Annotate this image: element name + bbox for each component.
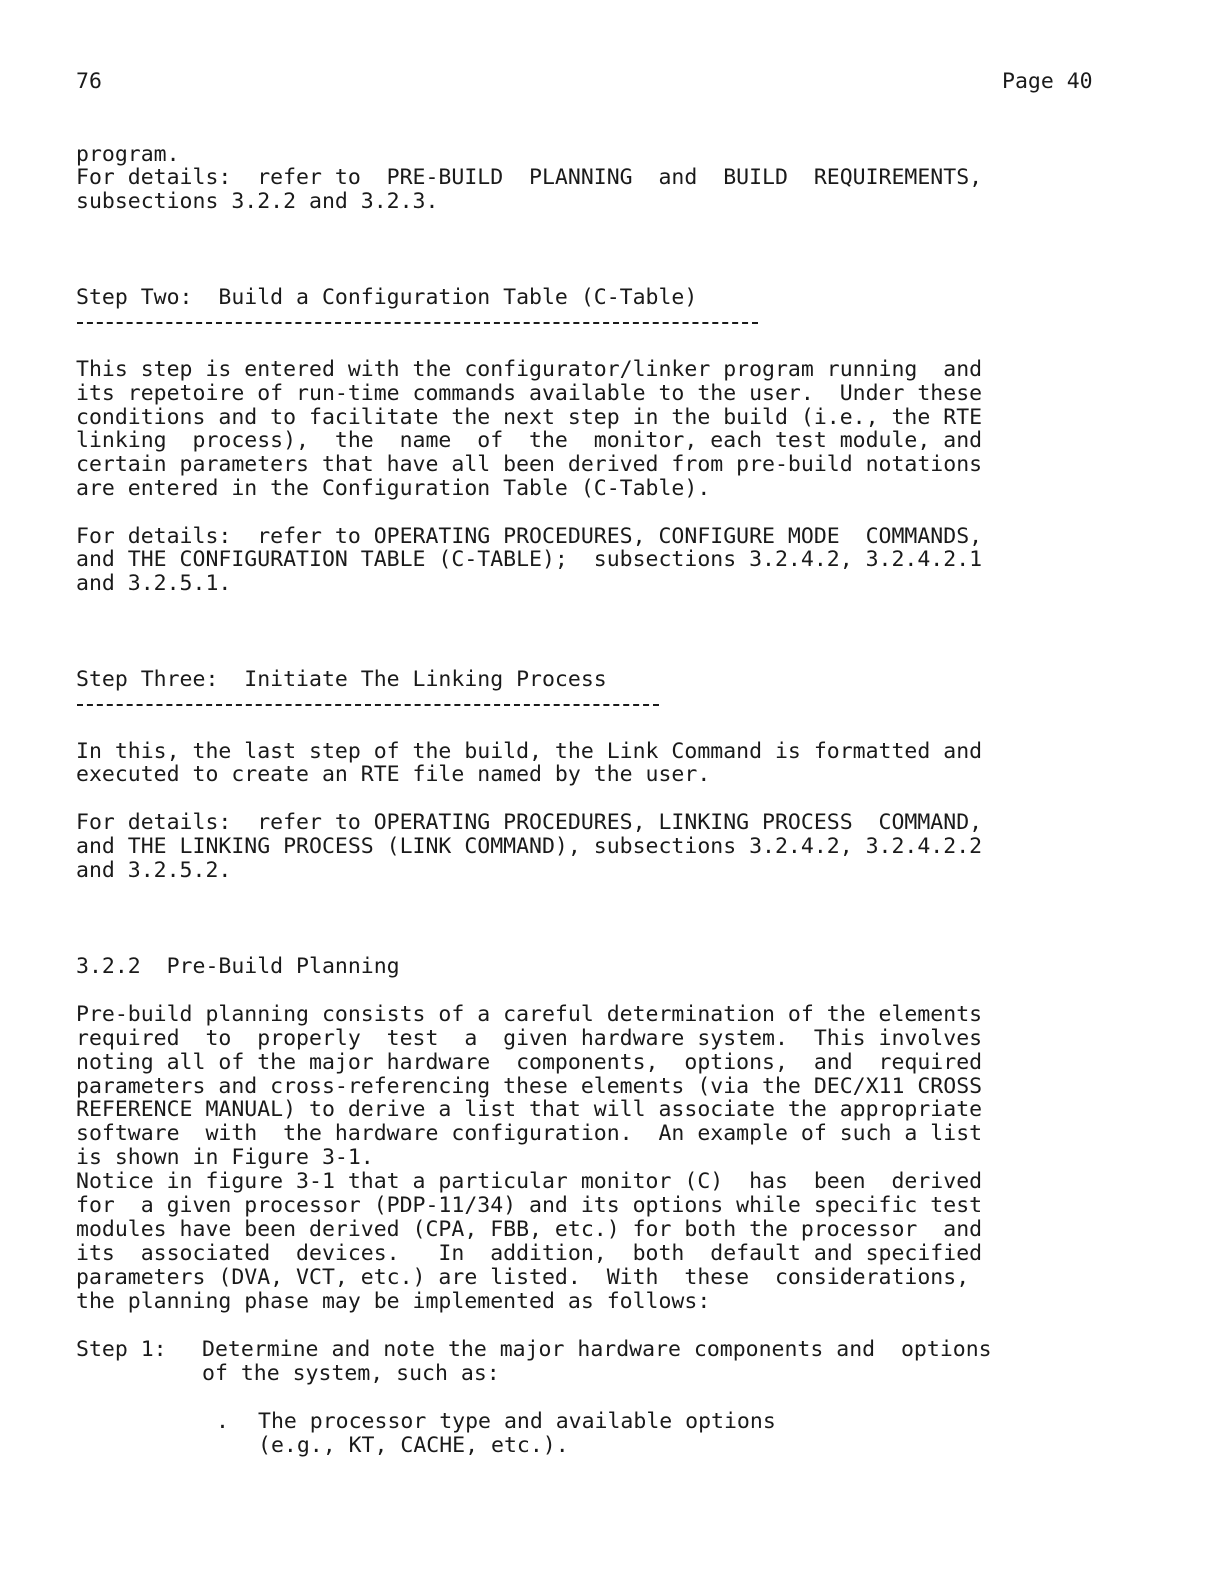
step-three-heading: Step Three: Initiate The Linking Process <box>76 667 607 692</box>
step-two-heading: Step Two: Build a Configuration Table (C-Table) <box>76 285 698 310</box>
text-line: and 3.2.5.1. <box>76 571 232 596</box>
text-line: are entered in the Configuration Table (C-Table). <box>76 476 711 501</box>
text-line: (e.g., KT, CACHE, etc.). <box>258 1433 569 1458</box>
text-line: for a given processor (PDP-11/34) and its options while specific test <box>76 1193 983 1218</box>
text-line: and 3.2.5.2. <box>76 858 232 883</box>
text-line: Pre-build planning consists of a careful determination of the elements <box>76 1002 983 1027</box>
text-line: Determine and note the major hardware components and options <box>202 1337 992 1362</box>
text-line: and THE CONFIGURATION TABLE (C-TABLE); subsections 3.2.4.2, 3.2.4.2.1 <box>76 547 983 572</box>
text-line: subsections 3.2.2 and 3.2.3. <box>76 189 439 214</box>
text-line: executed to create an RTE file named by the user. <box>76 762 711 787</box>
text-line: For details: refer to OPERATING PROCEDURES, LINKING PROCESS COMMAND, <box>76 810 983 835</box>
text-line: linking process), the name of the monitor, each test module, and <box>76 428 983 453</box>
text-line: its associated devices. In addition, both default and specified <box>76 1241 983 1266</box>
page-number-right: Page 40 <box>1002 69 1093 94</box>
text-line: For details: refer to PRE-BUILD PLANNING and BUILD REQUIREMENTS, <box>76 165 983 190</box>
section-heading: 3.2.2 Pre-Build Planning <box>76 954 400 979</box>
text-line: program. <box>76 142 180 167</box>
step-two-underline <box>77 322 758 324</box>
text-line: parameters (DVA, VCT, etc.) are listed. With these considerations, <box>76 1265 970 1290</box>
text-line: The processor type and available options <box>258 1409 776 1434</box>
text-line: noting all of the major hardware components, options, and required <box>76 1050 983 1075</box>
text-line: modules have been derived (CPA, FBB, etc.) for both the processor and <box>76 1217 983 1242</box>
text-line: software with the hardware configuration. An example of such a list <box>76 1121 983 1146</box>
page-number-left: 76 <box>76 69 102 94</box>
text-line: parameters and cross-referencing these elements (via the DEC/X11 CROSS <box>76 1074 983 1099</box>
text-line: and THE LINKING PROCESS (LINK COMMAND), subsections 3.2.4.2, 3.2.4.2.2 <box>76 834 983 859</box>
text-line: REFERENCE MANUAL) to derive a list that will associate the appropriate <box>76 1097 983 1122</box>
text-line: its repetoire of run-time commands available to the user. Under these <box>76 381 983 406</box>
text-line: required to properly test a given hardware system. This involves <box>76 1026 983 1051</box>
text-line: is shown in Figure 3-1. <box>76 1145 374 1170</box>
text-line: conditions and to facilitate the next step in the build (i.e., the RTE <box>76 405 983 430</box>
step-one-label: Step 1: <box>76 1337 167 1362</box>
text-line: of the system, such as: <box>202 1361 500 1386</box>
text-line: the planning phase may be implemented as follows: <box>76 1289 711 1314</box>
text-line: In this, the last step of the build, the Link Command is formatted and <box>76 739 983 764</box>
text-line: certain parameters that have all been derived from pre-build notations <box>76 452 983 477</box>
text-line: Notice in figure 3-1 that a particular monitor (C) has been derived <box>76 1169 983 1194</box>
bullet-marker: . <box>216 1409 229 1434</box>
text-line: For details: refer to OPERATING PROCEDURES, CONFIGURE MODE COMMANDS, <box>76 524 983 549</box>
text-line: This step is entered with the configurator/linker program running and <box>76 357 983 382</box>
step-three-underline <box>77 704 659 706</box>
